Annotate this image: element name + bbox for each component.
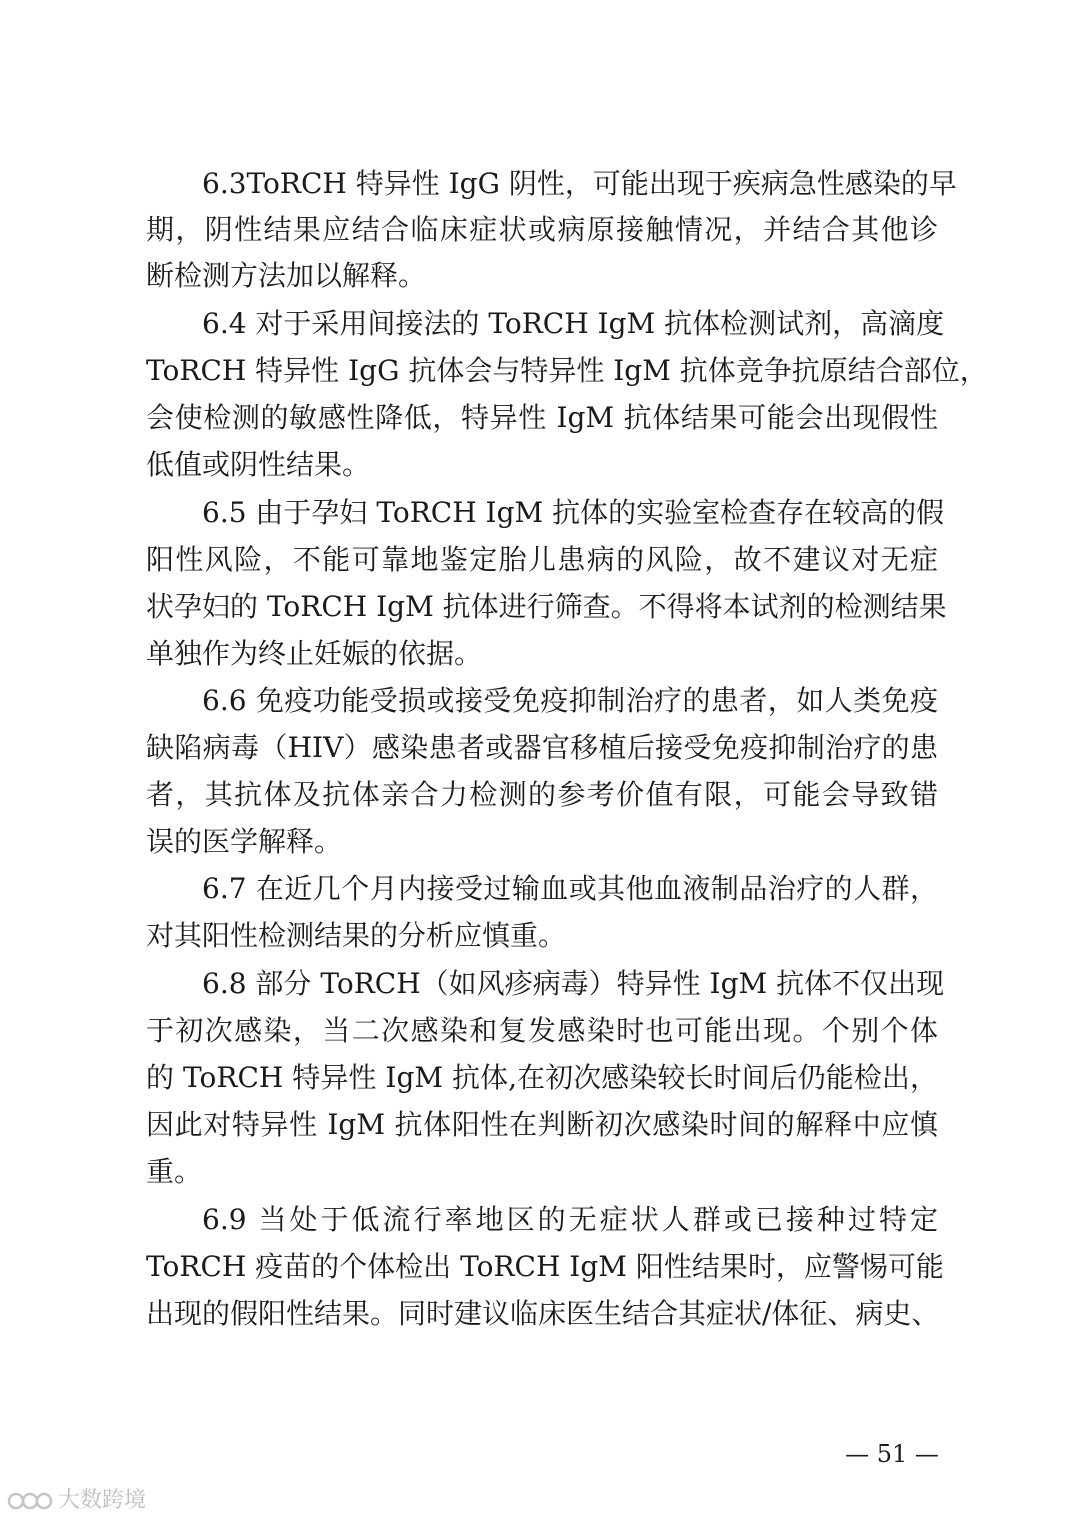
text-line: 单独作为终止妊娠的依据。	[146, 637, 483, 670]
text-line: 低值或阴性结果。	[146, 448, 371, 481]
text-line: 的 ToRCH 特异性 IgM 抗体,在初次感染较长时间后仍能检出，	[146, 1061, 938, 1094]
text-line: 6.5 由于孕妇 ToRCH IgM 抗体的实验室检查存在较高的假	[202, 496, 945, 529]
text-line: 于初次感染，当二次感染和复发感染时也可能出现。个别个体	[146, 1014, 938, 1047]
text-line: 6.4 对于采用间接法的 ToRCH IgM 抗体检测试剂，高滴度	[202, 307, 945, 340]
text-line: 6.6 免疫功能受损或接受免疫抑制治疗的患者，如人类免疫	[202, 684, 938, 717]
watermark	[6, 1484, 166, 1518]
text-line: ToRCH 特异性 IgG 抗体会与特异性 IgM 抗体竞争抗原结合部位，	[146, 354, 988, 387]
text-line: 断检测方法加以解释。	[146, 259, 427, 292]
text-line: 期，阴性结果应结合临床症状或病原接触情况，并结合其他诊	[146, 213, 938, 246]
text-line: ToRCH 疫苗的个体检出 ToRCH IgM 阳性结果时，应警惕可能	[146, 1250, 944, 1283]
text-line: 因此对特异性 IgM 抗体阳性在判断初次感染时间的解释中应慎	[146, 1108, 938, 1141]
text-line: 重。	[146, 1155, 203, 1188]
text-line: 6.7 在近几个月内接受过输血或其他血液制品治疗的人群，	[202, 872, 938, 905]
text-line: 会使检测的敏感性降低，特异性 IgM 抗体结果可能会出现假性	[146, 401, 938, 434]
text-line: 对其阳性检测结果的分析应慎重。	[146, 919, 567, 952]
text-line: 阳性风险，不能可靠地鉴定胎儿患病的风险，故不建议对无症	[146, 543, 938, 576]
text-line: 6.3ToRCH 特异性 IgG 阴性，可能出现于疾病急性感染的早	[202, 167, 957, 200]
watermark-logo-icon	[6, 1487, 54, 1515]
text-line: 出现的假阳性结果。同时建议临床医生结合其症状/体征、病史、	[146, 1297, 940, 1330]
text-line: 6.9 当处于低流行率地区的无症状人群或已接种过特定	[202, 1203, 938, 1236]
text-line: 状孕妇的 ToRCH IgM 抗体进行筛查。不得将本试剂的检测结果	[146, 590, 947, 623]
watermark-text: 大数跨境	[58, 1488, 147, 1513]
text-line: 6.8 部分 ToRCH（如风疹病毒）特异性 IgM 抗体不仅出现	[202, 967, 945, 1000]
text-line: 缺陷病毒（HIV）感染患者或器官移植后接受免疫抑制治疗的患	[146, 731, 938, 764]
text-line: 误的医学解释。	[146, 825, 343, 858]
page-number: — 51 —	[845, 1440, 939, 1468]
text-line: 者，其抗体及抗体亲合力检测的参考价值有限，可能会导致错	[146, 778, 938, 811]
